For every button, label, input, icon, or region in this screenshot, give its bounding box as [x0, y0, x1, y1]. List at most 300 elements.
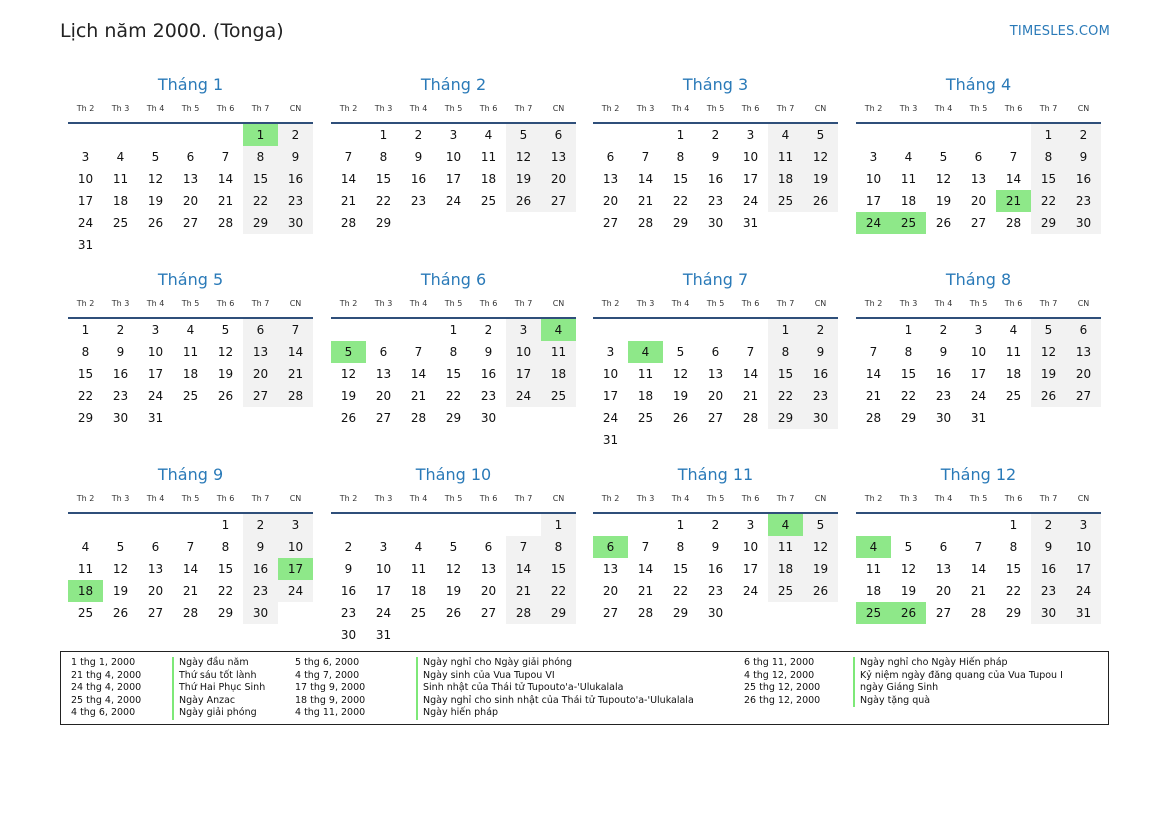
day-cell: 10: [742, 540, 759, 554]
day-cell: 18: [900, 194, 917, 208]
day-cell: 29: [768, 407, 803, 429]
day-cell: 10: [445, 150, 462, 164]
day-cell: 26: [506, 190, 541, 212]
day-cell: 21: [410, 389, 427, 403]
day-cell: 23: [112, 389, 129, 403]
legend-date: 5 thg 6, 2000: [295, 657, 360, 668]
day-cell: 25: [768, 190, 803, 212]
holiday-day-cell: 25: [856, 602, 891, 624]
day-cell: 22: [1005, 584, 1022, 598]
day-cell: 31: [1066, 602, 1101, 624]
weekday-label: Th 6: [1004, 299, 1023, 308]
day-cell: 28: [506, 602, 541, 624]
day-cell: 15: [768, 363, 803, 385]
day-cell: 22: [672, 194, 689, 208]
day-cell: 10: [865, 172, 882, 186]
day-cell: 10: [77, 172, 94, 186]
day-cell: 25: [637, 411, 654, 425]
day-cell: 8: [81, 345, 90, 359]
day-cell: 5: [449, 540, 458, 554]
day-cell: 27: [147, 606, 164, 620]
weekday-label: Th 2: [76, 299, 95, 308]
day-cell: 3: [746, 128, 755, 142]
day-cell: 20: [182, 194, 199, 208]
day-cell: 1: [379, 128, 388, 142]
day-cell: 2: [1066, 124, 1101, 146]
day-cell: 17: [445, 172, 462, 186]
day-cell: 8: [379, 150, 388, 164]
day-cell: 27: [182, 216, 199, 230]
day-cell: 26: [147, 216, 164, 230]
day-cell: 8: [768, 341, 803, 363]
day-cell: 19: [803, 168, 838, 190]
day-cell: 22: [217, 584, 234, 598]
day-cell: 9: [414, 150, 423, 164]
day-cell: 13: [243, 341, 278, 363]
weekday-label: Th 2: [601, 299, 620, 308]
day-cell: 27: [480, 606, 497, 620]
day-cell: 11: [865, 562, 882, 576]
day-cell: 7: [344, 150, 353, 164]
day-cell: 6: [484, 540, 493, 554]
day-cell: 23: [707, 194, 724, 208]
day-cell: 14: [970, 562, 987, 576]
day-cell: 19: [340, 389, 357, 403]
day-cell: 15: [541, 558, 576, 580]
legend-date: 21 thg 4, 2000: [71, 669, 142, 681]
weekday-label: Th 7: [1039, 299, 1058, 308]
day-cell: 7: [278, 319, 313, 341]
day-cell: 9: [803, 341, 838, 363]
day-cell: 2: [1031, 514, 1066, 536]
day-cell: 20: [480, 584, 497, 598]
day-cell: 14: [410, 367, 427, 381]
day-cell: 4: [414, 540, 423, 554]
weekday-label: Th 4: [146, 299, 165, 308]
day-cell: 9: [116, 345, 125, 359]
day-cell: 29: [375, 216, 392, 230]
day-cell: 13: [1066, 341, 1101, 363]
day-cell: 6: [939, 540, 948, 554]
day-cell: 16: [803, 363, 838, 385]
weekday-label: Th 4: [671, 104, 690, 113]
day-cell: 20: [375, 389, 392, 403]
day-cell: 25: [1005, 389, 1022, 403]
day-cell: 29: [900, 411, 917, 425]
day-cell: 5: [676, 345, 685, 359]
weekday-label: Th 4: [409, 104, 428, 113]
month-name: Tháng 12: [940, 465, 1017, 484]
weekday-label: Th 3: [899, 494, 918, 503]
day-cell: 7: [641, 540, 650, 554]
day-cell: 24: [742, 194, 759, 208]
day-cell: 31: [970, 411, 987, 425]
day-cell: 29: [672, 216, 689, 230]
day-cell: 27: [375, 411, 392, 425]
legend-holiday-name: Ngày đầu năm: [172, 657, 249, 670]
day-cell: 5: [803, 514, 838, 536]
weekday-label: Th 5: [181, 104, 200, 113]
holiday-day-cell: 26: [891, 602, 926, 624]
day-cell: 14: [217, 172, 234, 186]
day-cell: 2: [939, 323, 948, 337]
day-cell: 26: [803, 580, 838, 602]
day-cell: 7: [1009, 150, 1018, 164]
day-cell: 8: [449, 345, 458, 359]
day-cell: 19: [217, 367, 234, 381]
day-cell: 22: [375, 194, 392, 208]
day-cell: 29: [1031, 212, 1066, 234]
weekday-label: CN: [552, 104, 565, 113]
weekday-label: Th 7: [251, 104, 270, 113]
weekday-label: Th 6: [741, 104, 760, 113]
day-cell: 8: [676, 150, 685, 164]
day-cell: 28: [742, 411, 759, 425]
day-cell: 1: [1031, 124, 1066, 146]
day-cell: 1: [676, 128, 685, 142]
day-cell: 2: [243, 514, 278, 536]
weekday-label: Th 4: [671, 299, 690, 308]
day-cell: 28: [865, 411, 882, 425]
day-cell: 2: [711, 518, 720, 532]
day-cell: 22: [1031, 190, 1066, 212]
weekday-label: Th 6: [479, 494, 498, 503]
day-cell: 31: [602, 433, 619, 447]
day-cell: 4: [904, 150, 913, 164]
day-cell: 22: [243, 190, 278, 212]
day-cell: 24: [506, 385, 541, 407]
weekday-label: Th 2: [864, 299, 883, 308]
day-cell: 4: [116, 150, 125, 164]
day-cell: 2: [116, 323, 125, 337]
day-cell: 18: [637, 389, 654, 403]
day-cell: 8: [676, 540, 685, 554]
day-cell: 7: [506, 536, 541, 558]
day-cell: 16: [340, 584, 357, 598]
weekday-label: Th 4: [934, 104, 953, 113]
legend-holiday-name: Thứ Hai Phục Sinh: [172, 682, 265, 695]
day-cell: 6: [186, 150, 195, 164]
weekday-label: Th 7: [1039, 494, 1058, 503]
day-cell: 25: [182, 389, 199, 403]
day-cell: 9: [243, 536, 278, 558]
day-cell: 31: [742, 216, 759, 230]
weekday-label: Th 5: [706, 299, 725, 308]
weekday-label: Th 5: [706, 494, 725, 503]
weekday-label: Th 3: [374, 104, 393, 113]
day-cell: 12: [900, 562, 917, 576]
day-cell: 25: [480, 194, 497, 208]
legend-holiday-name: Ngày nghỉ cho Ngày giải phóng: [416, 657, 572, 670]
day-cell: 14: [340, 172, 357, 186]
day-cell: 16: [1066, 168, 1101, 190]
day-cell: 13: [602, 562, 619, 576]
day-cell: 12: [506, 146, 541, 168]
month-name: Tháng 1: [157, 75, 224, 94]
day-cell: 21: [637, 194, 654, 208]
day-cell: 20: [970, 194, 987, 208]
day-cell: 18: [865, 584, 882, 598]
day-cell: 6: [1066, 319, 1101, 341]
day-cell: 27: [602, 606, 619, 620]
day-cell: 31: [77, 238, 94, 252]
day-cell: 29: [243, 212, 278, 234]
day-cell: 25: [768, 580, 803, 602]
day-cell: 11: [768, 536, 803, 558]
day-cell: 26: [803, 190, 838, 212]
day-cell: 30: [340, 628, 357, 642]
day-cell: 7: [869, 345, 878, 359]
day-cell: 18: [182, 367, 199, 381]
weekday-label: Th 3: [374, 299, 393, 308]
day-cell: 17: [77, 194, 94, 208]
legend-holiday-name: ngày Giáng Sinh: [853, 682, 938, 695]
day-cell: 4: [81, 540, 90, 554]
day-cell: 14: [1005, 172, 1022, 186]
day-cell: 26: [217, 389, 234, 403]
weekday-label: Th 3: [636, 104, 655, 113]
holiday-day-cell: 24: [856, 212, 891, 234]
day-cell: 28: [182, 606, 199, 620]
legend-holiday-name: Thứ sáu tốt lành: [172, 670, 256, 683]
day-cell: 26: [340, 411, 357, 425]
day-cell: 29: [445, 411, 462, 425]
day-cell: 24: [278, 580, 313, 602]
day-cell: 31: [147, 411, 164, 425]
day-cell: 13: [480, 562, 497, 576]
legend-date: 18 thg 9, 2000: [295, 694, 366, 706]
day-cell: 16: [278, 168, 313, 190]
day-cell: 23: [935, 389, 952, 403]
day-cell: 27: [1066, 385, 1101, 407]
day-cell: 7: [414, 345, 423, 359]
weekday-label: Th 6: [741, 494, 760, 503]
day-cell: 19: [112, 584, 129, 598]
day-cell: 1: [541, 514, 576, 536]
day-cell: 30: [1031, 602, 1066, 624]
day-cell: 16: [707, 172, 724, 186]
day-cell: 2: [484, 323, 493, 337]
holiday-day-cell: 4: [856, 536, 891, 558]
legend-date: 4 thg 11, 2000: [295, 707, 366, 718]
day-cell: 17: [375, 584, 392, 598]
day-cell: 14: [742, 367, 759, 381]
day-cell: 20: [602, 194, 619, 208]
day-cell: 3: [974, 323, 983, 337]
day-cell: 8: [904, 345, 913, 359]
day-cell: 16: [480, 367, 497, 381]
day-cell: 21: [637, 584, 654, 598]
weekday-label: Th 2: [339, 299, 358, 308]
legend-date: 25 thg 4, 2000: [71, 694, 142, 706]
day-cell: 20: [243, 363, 278, 385]
day-cell: 7: [186, 540, 195, 554]
day-cell: 17: [506, 363, 541, 385]
weekday-label: Th 2: [76, 494, 95, 503]
day-cell: 18: [768, 558, 803, 580]
day-cell: 27: [935, 606, 952, 620]
day-cell: 12: [112, 562, 129, 576]
day-cell: 30: [480, 411, 497, 425]
weekday-label: Th 7: [251, 299, 270, 308]
day-cell: 20: [707, 389, 724, 403]
day-cell: 13: [147, 562, 164, 576]
day-cell: 8: [221, 540, 230, 554]
day-cell: 9: [711, 540, 720, 554]
site-link[interactable]: TIMESLES.COM: [1009, 24, 1110, 39]
day-cell: 23: [1066, 190, 1101, 212]
holiday-day-cell: 21: [996, 190, 1031, 212]
day-cell: 9: [344, 562, 353, 576]
weekday-label: Th 6: [216, 494, 235, 503]
weekday-label: Th 2: [76, 104, 95, 113]
day-cell: 16: [410, 172, 427, 186]
weekday-label: Th 4: [671, 494, 690, 503]
day-cell: 1: [676, 518, 685, 532]
weekday-label: CN: [289, 494, 302, 503]
weekday-label: Th 5: [969, 104, 988, 113]
weekday-label: Th 6: [1004, 104, 1023, 113]
day-cell: 21: [217, 194, 234, 208]
day-cell: 19: [1031, 363, 1066, 385]
weekday-label: CN: [552, 494, 565, 503]
legend-holiday-name: Ngày hiến pháp: [416, 707, 498, 720]
legend-holiday-name: Ngày sinh của Vua Tupou VI: [416, 670, 555, 683]
day-cell: 4: [186, 323, 195, 337]
month-name: Tháng 4: [945, 75, 1012, 94]
day-cell: 15: [243, 168, 278, 190]
day-cell: 24: [970, 389, 987, 403]
day-cell: 21: [506, 580, 541, 602]
weekday-label: Th 2: [864, 494, 883, 503]
legend-holiday-name: Ngày nghỉ cho Ngày Hiến pháp: [853, 657, 1008, 670]
day-cell: 10: [147, 345, 164, 359]
day-cell: 22: [77, 389, 94, 403]
day-cell: 2: [711, 128, 720, 142]
day-cell: 6: [974, 150, 983, 164]
day-cell: 5: [939, 150, 948, 164]
day-cell: 5: [116, 540, 125, 554]
day-cell: 12: [217, 345, 234, 359]
day-cell: 6: [606, 150, 615, 164]
weekday-label: Th 4: [934, 494, 953, 503]
day-cell: 14: [278, 341, 313, 363]
day-cell: 15: [672, 562, 689, 576]
day-cell: 19: [803, 558, 838, 580]
day-cell: 14: [637, 172, 654, 186]
day-cell: 2: [344, 540, 353, 554]
day-cell: 29: [77, 411, 94, 425]
day-cell: 13: [375, 367, 392, 381]
day-cell: 15: [77, 367, 94, 381]
day-cell: 17: [742, 172, 759, 186]
day-cell: 11: [637, 367, 654, 381]
weekday-label: Th 2: [601, 494, 620, 503]
day-cell: 29: [1005, 606, 1022, 620]
day-cell: 6: [711, 345, 720, 359]
day-cell: 28: [340, 216, 357, 230]
weekday-label: CN: [814, 494, 827, 503]
day-cell: 16: [707, 562, 724, 576]
day-cell: 27: [602, 216, 619, 230]
holiday-day-cell: 4: [628, 341, 663, 363]
day-cell: 23: [278, 190, 313, 212]
month-name: Tháng 7: [682, 270, 749, 289]
day-cell: 12: [803, 536, 838, 558]
day-cell: 18: [410, 584, 427, 598]
weekday-label: Th 3: [374, 494, 393, 503]
day-cell: 13: [182, 172, 199, 186]
header-rule: [331, 512, 576, 514]
legend-date: 6 thg 11, 2000: [744, 657, 815, 668]
weekday-label: Th 2: [339, 494, 358, 503]
day-cell: 11: [77, 562, 94, 576]
legend-date: 26 thg 12, 2000: [744, 694, 821, 706]
day-cell: 19: [900, 584, 917, 598]
day-cell: 30: [243, 602, 278, 624]
weekday-label: Th 6: [216, 104, 235, 113]
day-cell: 11: [112, 172, 129, 186]
day-cell: 21: [742, 389, 759, 403]
day-cell: 24: [742, 584, 759, 598]
day-cell: 15: [1005, 562, 1022, 576]
day-cell: 11: [182, 345, 199, 359]
day-cell: 10: [742, 150, 759, 164]
day-cell: 9: [278, 146, 313, 168]
weekday-label: Th 4: [934, 299, 953, 308]
weekday-label: CN: [1077, 299, 1090, 308]
day-cell: 10: [1066, 536, 1101, 558]
day-cell: 17: [147, 367, 164, 381]
legend-date: 24 thg 4, 2000: [71, 682, 142, 693]
month-name: Tháng 11: [677, 465, 754, 484]
day-cell: 6: [541, 124, 576, 146]
day-cell: 20: [541, 168, 576, 190]
day-cell: 6: [243, 319, 278, 341]
weekday-label: Th 5: [969, 494, 988, 503]
day-cell: 11: [900, 172, 917, 186]
day-cell: 8: [243, 146, 278, 168]
weekday-label: Th 2: [601, 104, 620, 113]
day-cell: 16: [243, 558, 278, 580]
day-cell: 31: [375, 628, 392, 642]
day-cell: 17: [970, 367, 987, 381]
month-name: Tháng 9: [157, 465, 224, 484]
day-cell: 8: [1009, 540, 1018, 554]
day-cell: 11: [541, 341, 576, 363]
day-cell: 21: [970, 584, 987, 598]
day-cell: 3: [449, 128, 458, 142]
weekday-label: Th 4: [409, 494, 428, 503]
day-cell: 3: [278, 514, 313, 536]
weekday-label: CN: [1077, 104, 1090, 113]
day-cell: 1: [904, 323, 913, 337]
day-cell: 13: [541, 146, 576, 168]
day-cell: 26: [1031, 385, 1066, 407]
day-cell: 16: [1031, 558, 1066, 580]
holiday-day-cell: 25: [891, 212, 926, 234]
weekday-label: Th 7: [776, 104, 795, 113]
weekday-label: CN: [814, 104, 827, 113]
day-cell: 12: [935, 172, 952, 186]
legend-date: 4 thg 12, 2000: [744, 669, 815, 681]
weekday-label: Th 5: [444, 104, 463, 113]
day-cell: 30: [707, 216, 724, 230]
day-cell: 22: [900, 389, 917, 403]
day-cell: 5: [151, 150, 160, 164]
legend-date: 4 thg 6, 2000: [71, 707, 136, 718]
day-cell: 20: [602, 584, 619, 598]
